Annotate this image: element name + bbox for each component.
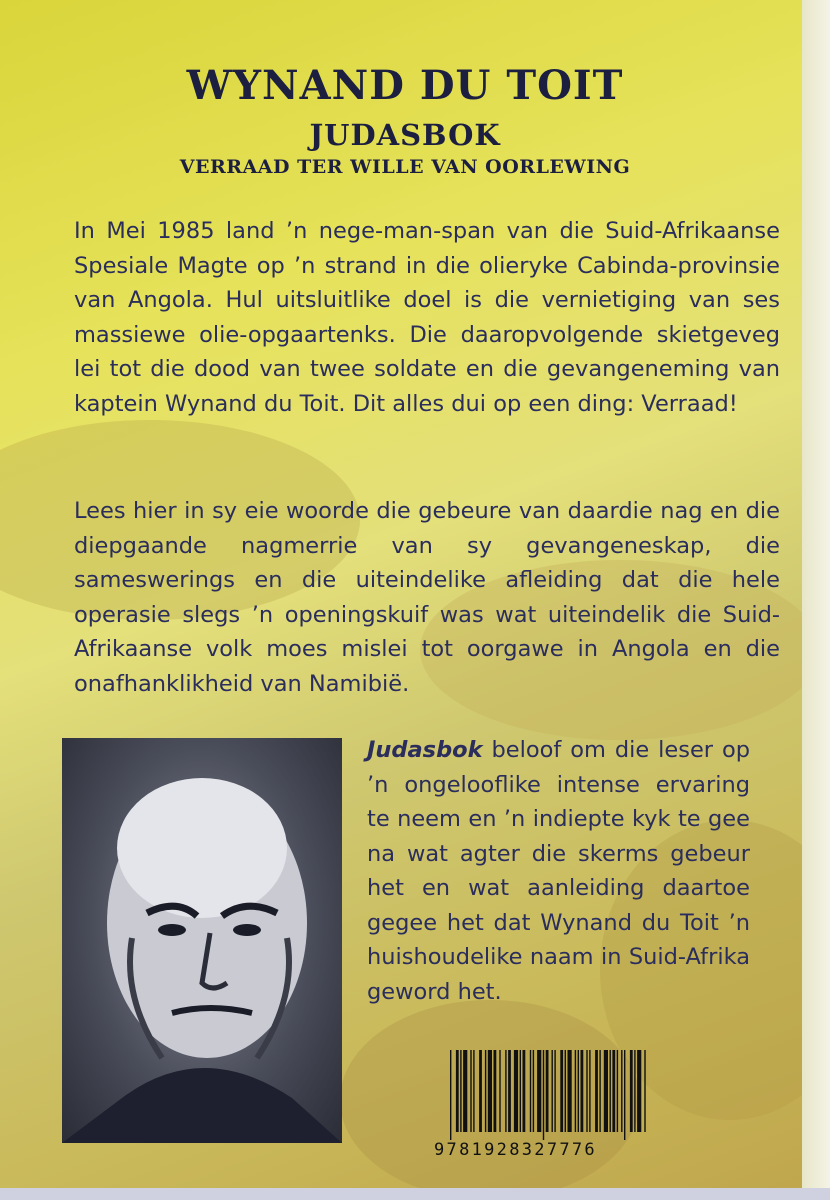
- barcode-bar: [621, 1050, 622, 1132]
- barcode-bar: [644, 1050, 645, 1132]
- barcode-bar: [578, 1050, 579, 1132]
- blurb-paragraph-1: In Mei 1985 land ’n nege-man-span van die Suid-Afrikaanse Spesiale Magte op ’n strand in die olieryke Cabinda-provinsie van Angola. Hul uitsluitlike doel is die vernietiging van ses massiewe olie-opgaartenks. Die daaropvolgende skietgeveg lei tot die dood van twee soldate en die gevangeneming van kaptein Wynand du Toit. Dit alles dui op een ding: Verraad!: [74, 218, 780, 417]
- barcode-bar: [568, 1050, 572, 1132]
- barcode-bar: [494, 1050, 497, 1132]
- barcode-bar: [581, 1050, 584, 1132]
- barcode-bar: [575, 1050, 576, 1132]
- author-name: WYNAND DU TOIT: [186, 62, 624, 109]
- barcode-bar: [560, 1050, 563, 1132]
- barcode-bar: [546, 1050, 549, 1132]
- barcode-bar: [537, 1050, 541, 1132]
- barcode-bar: [514, 1050, 518, 1132]
- barcode-bar: [630, 1050, 633, 1132]
- blurb-paragraph-3: [367, 733, 750, 1009]
- book-title-emphasis: Judasbok: [367, 737, 483, 763]
- barcode-bar: [463, 1050, 467, 1132]
- isbn-number: 9781928327776: [434, 1140, 597, 1160]
- surface: [0, 1188, 830, 1200]
- barcode-bar: [637, 1050, 641, 1132]
- blurb-paragraph-2: Lees hier in sy eie woorde die gebeure van daardie nag en die diepgaande nagmerrie van sy gevangeneskap, die sameswerings en die uiteindelike afleiding dat die hele operasie slegs ’n openingskuif was wat uiteindelik die Suid-Afrikaanse volk moes mislei tot oorgawe in Angola en die onafhanklikheid van Namibië.: [74, 498, 780, 697]
- author-portrait: [62, 738, 342, 1143]
- book-subtitle: VERRAAD TER WILLE VAN OORLEWING: [179, 156, 631, 178]
- barcode-bars: [434, 1050, 650, 1140]
- barcode-bar: [473, 1050, 474, 1132]
- barcode-bar: [612, 1050, 615, 1132]
- barcode-bar: [565, 1050, 566, 1132]
- barcode-bar: [586, 1050, 587, 1132]
- page-edge: [802, 0, 830, 1200]
- barcode-bar: [530, 1050, 531, 1132]
- barcode-bar: [499, 1050, 500, 1132]
- barcode-bar: [543, 1050, 544, 1140]
- barcode-bar: [554, 1050, 555, 1132]
- barcode-bar: [456, 1050, 459, 1132]
- barcode-bar: [508, 1050, 511, 1132]
- barcode-bar: [479, 1050, 482, 1132]
- barcode-bar: [523, 1050, 526, 1132]
- barcode-bar: [595, 1050, 598, 1132]
- barcode-bar: [520, 1050, 521, 1132]
- barcode-bar: [450, 1050, 451, 1140]
- barcode-bar: [505, 1050, 506, 1132]
- barcode-bar: [460, 1050, 461, 1132]
- blurb-paragraph-3-text: beloof om die leser op ’n ongelooflike intense ervaring te neem en ’n indiepte kyk te gee na wat agter die skerms gebeur het en wat aanleiding daartoe gegee het dat Wynand du Toit ’n huishoudelike naam in Suid-Afrika geword het.: [367, 737, 750, 1005]
- barcode-bar: [470, 1050, 471, 1132]
- isbn-barcode: [434, 1050, 650, 1158]
- barcode-bar: [604, 1050, 608, 1132]
- book-title: JUDASBOK: [309, 118, 501, 152]
- barcode-bar: [599, 1050, 600, 1132]
- barcode-bar: [610, 1050, 611, 1132]
- barcode-bar: [624, 1050, 625, 1140]
- barcode-bar: [533, 1050, 534, 1132]
- barcode-bar: [634, 1050, 635, 1132]
- barcode-bar: [552, 1050, 553, 1132]
- barcode-bar: [485, 1050, 486, 1132]
- barcode-bar: [589, 1050, 590, 1132]
- barcode-bar: [617, 1050, 618, 1132]
- barcode-bar: [488, 1050, 492, 1132]
